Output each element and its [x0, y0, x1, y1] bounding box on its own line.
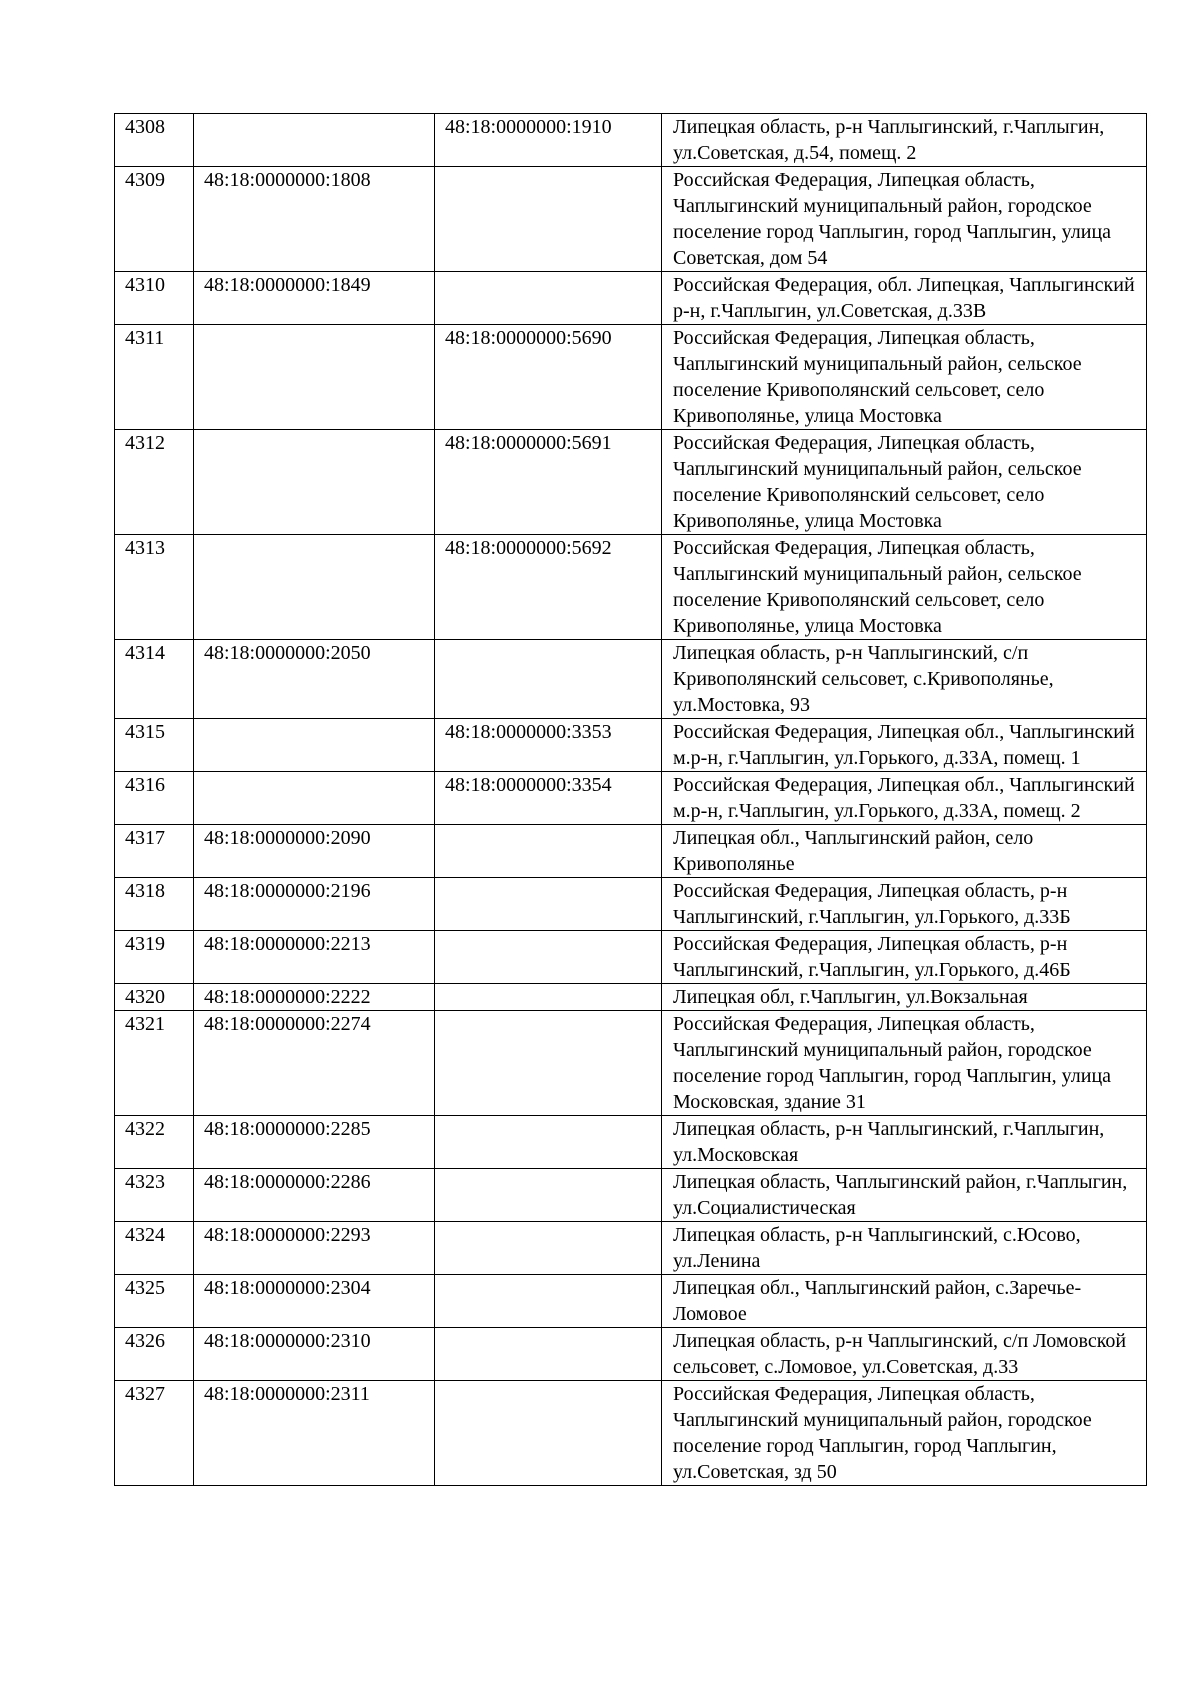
land-cadastral-number-cell: 48:18:0000000:2196 — [194, 878, 435, 931]
address-cell: Липецкая обл., Чаплыгинский район, с.Заречье-Ломовое — [662, 1275, 1147, 1328]
land-cadastral-number-cell — [194, 535, 435, 640]
object-cadastral-number-cell: 48:18:0000000:1910 — [435, 114, 662, 167]
object-cadastral-number-cell — [435, 1328, 662, 1381]
row-number-cell: 4319 — [115, 931, 194, 984]
land-cadastral-number-cell — [194, 772, 435, 825]
table-row — [115, 325, 1147, 430]
land-cadastral-number-cell — [194, 719, 435, 772]
address-cell: Российская Федерация, Липецкая обл., Чаплыгинский м.р-н, г.Чаплыгин, ул.Горького, д.33А, помещ. 2 — [662, 772, 1147, 825]
row-number-cell: 4317 — [115, 825, 194, 878]
table-row — [115, 114, 1147, 167]
row-number-cell: 4314 — [115, 640, 194, 719]
object-cadastral-number-cell — [435, 1222, 662, 1275]
object-cadastral-number-cell — [435, 1275, 662, 1328]
address-cell: Российская Федерация, Липецкая область, Чаплыгинский муниципальный район, сельское поселение Кривополянский сельсовет, село Кривополянье, улица Мостовка — [662, 535, 1147, 640]
table-row — [115, 1011, 1147, 1116]
table-row — [115, 984, 1147, 1011]
land-cadastral-number-cell: 48:18:0000000:2311 — [194, 1381, 435, 1486]
table-row — [115, 272, 1147, 325]
table-row — [115, 640, 1147, 719]
row-number-cell: 4327 — [115, 1381, 194, 1486]
row-number-cell: 4316 — [115, 772, 194, 825]
table-row — [115, 825, 1147, 878]
row-number-cell: 4318 — [115, 878, 194, 931]
table-row — [115, 1169, 1147, 1222]
object-cadastral-number-cell — [435, 1116, 662, 1169]
land-cadastral-number-cell: 48:18:0000000:2222 — [194, 984, 435, 1011]
address-cell: Липецкая область, р-н Чаплыгинский, г.Чаплыгин, ул.Московская — [662, 1116, 1147, 1169]
address-cell: Российская Федерация, Липецкая область, Чаплыгинский муниципальный район, сельское поселение Кривополянский сельсовет, село Кривополянье, улица Мостовка — [662, 430, 1147, 535]
row-number-cell: 4312 — [115, 430, 194, 535]
registry-table — [114, 113, 1147, 1486]
row-number-cell: 4309 — [115, 167, 194, 272]
land-cadastral-number-cell — [194, 430, 435, 535]
row-number-cell: 4326 — [115, 1328, 194, 1381]
object-cadastral-number-cell: 48:18:0000000:3354 — [435, 772, 662, 825]
address-cell: Липецкая область, Чаплыгинский район, г.Чаплыгин, ул.Социалистическая — [662, 1169, 1147, 1222]
row-number-cell: 4313 — [115, 535, 194, 640]
address-cell: Липецкая обл., Чаплыгинский район, село Кривополянье — [662, 825, 1147, 878]
land-cadastral-number-cell: 48:18:0000000:1808 — [194, 167, 435, 272]
land-cadastral-number-cell: 48:18:0000000:2310 — [194, 1328, 435, 1381]
object-cadastral-number-cell — [435, 878, 662, 931]
table-row — [115, 1222, 1147, 1275]
address-cell: Российская Федерация, обл. Липецкая, Чаплыгинский р-н, г.Чаплыгин, ул.Советская, д.33В — [662, 272, 1147, 325]
address-cell: Липецкая область, р-н Чаплыгинский, с/п Кривополянский сельсовет, с.Кривополянье, ул.Мостовка, 93 — [662, 640, 1147, 719]
land-cadastral-number-cell: 48:18:0000000:2213 — [194, 931, 435, 984]
row-number-cell: 4324 — [115, 1222, 194, 1275]
row-number-cell: 4310 — [115, 272, 194, 325]
object-cadastral-number-cell — [435, 825, 662, 878]
table-row — [115, 1381, 1147, 1486]
table-row — [115, 1116, 1147, 1169]
row-number-cell: 4311 — [115, 325, 194, 430]
object-cadastral-number-cell: 48:18:0000000:5691 — [435, 430, 662, 535]
object-cadastral-number-cell: 48:18:0000000:3353 — [435, 719, 662, 772]
object-cadastral-number-cell — [435, 931, 662, 984]
row-number-cell: 4315 — [115, 719, 194, 772]
address-cell: Российская Федерация, Липецкая область, Чаплыгинский муниципальный район, городское поселение город Чаплыгин, город Чаплыгин, ул.Советская, зд 50 — [662, 1381, 1147, 1486]
address-cell: Российская Федерация, Липецкая область, Чаплыгинский муниципальный район, сельское поселение Кривополянский сельсовет, село Кривополянье, улица Мостовка — [662, 325, 1147, 430]
row-number-cell: 4321 — [115, 1011, 194, 1116]
row-number-cell: 4322 — [115, 1116, 194, 1169]
table-row — [115, 719, 1147, 772]
land-cadastral-number-cell — [194, 114, 435, 167]
address-cell: Липецкая область, р-н Чаплыгинский, с/п Ломовской сельсовет, с.Ломовое, ул.Советская, д.33 — [662, 1328, 1147, 1381]
land-cadastral-number-cell: 48:18:0000000:2285 — [194, 1116, 435, 1169]
object-cadastral-number-cell — [435, 272, 662, 325]
table-row — [115, 878, 1147, 931]
object-cadastral-number-cell — [435, 984, 662, 1011]
table-row — [115, 1275, 1147, 1328]
land-cadastral-number-cell — [194, 325, 435, 430]
land-cadastral-number-cell: 48:18:0000000:2050 — [194, 640, 435, 719]
row-number-cell: 4323 — [115, 1169, 194, 1222]
object-cadastral-number-cell — [435, 1011, 662, 1116]
address-cell: Российская Федерация, Липецкая область, Чаплыгинский муниципальный район, городское поселение город Чаплыгин, город Чаплыгин, улица Московская, здание 31 — [662, 1011, 1147, 1116]
table-row — [115, 167, 1147, 272]
table-row — [115, 430, 1147, 535]
address-cell: Липецкая область, р-н Чаплыгинский, г.Чаплыгин, ул.Советская, д.54, помещ. 2 — [662, 114, 1147, 167]
land-cadastral-number-cell: 48:18:0000000:2090 — [194, 825, 435, 878]
row-number-cell: 4308 — [115, 114, 194, 167]
object-cadastral-number-cell: 48:18:0000000:5690 — [435, 325, 662, 430]
registry-table-body — [115, 114, 1147, 1486]
table-row — [115, 535, 1147, 640]
address-cell: Российская Федерация, Липецкая область, р-н Чаплыгинский, г.Чаплыгин, ул.Горького, д.33Б — [662, 878, 1147, 931]
address-cell: Российская Федерация, Липецкая обл., Чаплыгинский м.р-н, г.Чаплыгин, ул.Горького, д.33А, помещ. 1 — [662, 719, 1147, 772]
address-cell: Российская Федерация, Липецкая область, р-н Чаплыгинский, г.Чаплыгин, ул.Горького, д.46Б — [662, 931, 1147, 984]
row-number-cell: 4320 — [115, 984, 194, 1011]
address-cell: Липецкая область, р-н Чаплыгинский, с.Юсово, ул.Ленина — [662, 1222, 1147, 1275]
land-cadastral-number-cell: 48:18:0000000:2293 — [194, 1222, 435, 1275]
address-cell: Липецкая обл, г.Чаплыгин, ул.Вокзальная — [662, 984, 1147, 1011]
row-number-cell: 4325 — [115, 1275, 194, 1328]
land-cadastral-number-cell: 48:18:0000000:2304 — [194, 1275, 435, 1328]
table-row — [115, 1328, 1147, 1381]
land-cadastral-number-cell: 48:18:0000000:1849 — [194, 272, 435, 325]
land-cadastral-number-cell: 48:18:0000000:2286 — [194, 1169, 435, 1222]
object-cadastral-number-cell — [435, 640, 662, 719]
address-cell: Российская Федерация, Липецкая область, Чаплыгинский муниципальный район, городское поселение город Чаплыгин, город Чаплыгин, улица Советская, дом 54 — [662, 167, 1147, 272]
object-cadastral-number-cell — [435, 1169, 662, 1222]
object-cadastral-number-cell — [435, 1381, 662, 1486]
table-row — [115, 931, 1147, 984]
object-cadastral-number-cell — [435, 167, 662, 272]
table-row — [115, 772, 1147, 825]
land-cadastral-number-cell: 48:18:0000000:2274 — [194, 1011, 435, 1116]
object-cadastral-number-cell: 48:18:0000000:5692 — [435, 535, 662, 640]
